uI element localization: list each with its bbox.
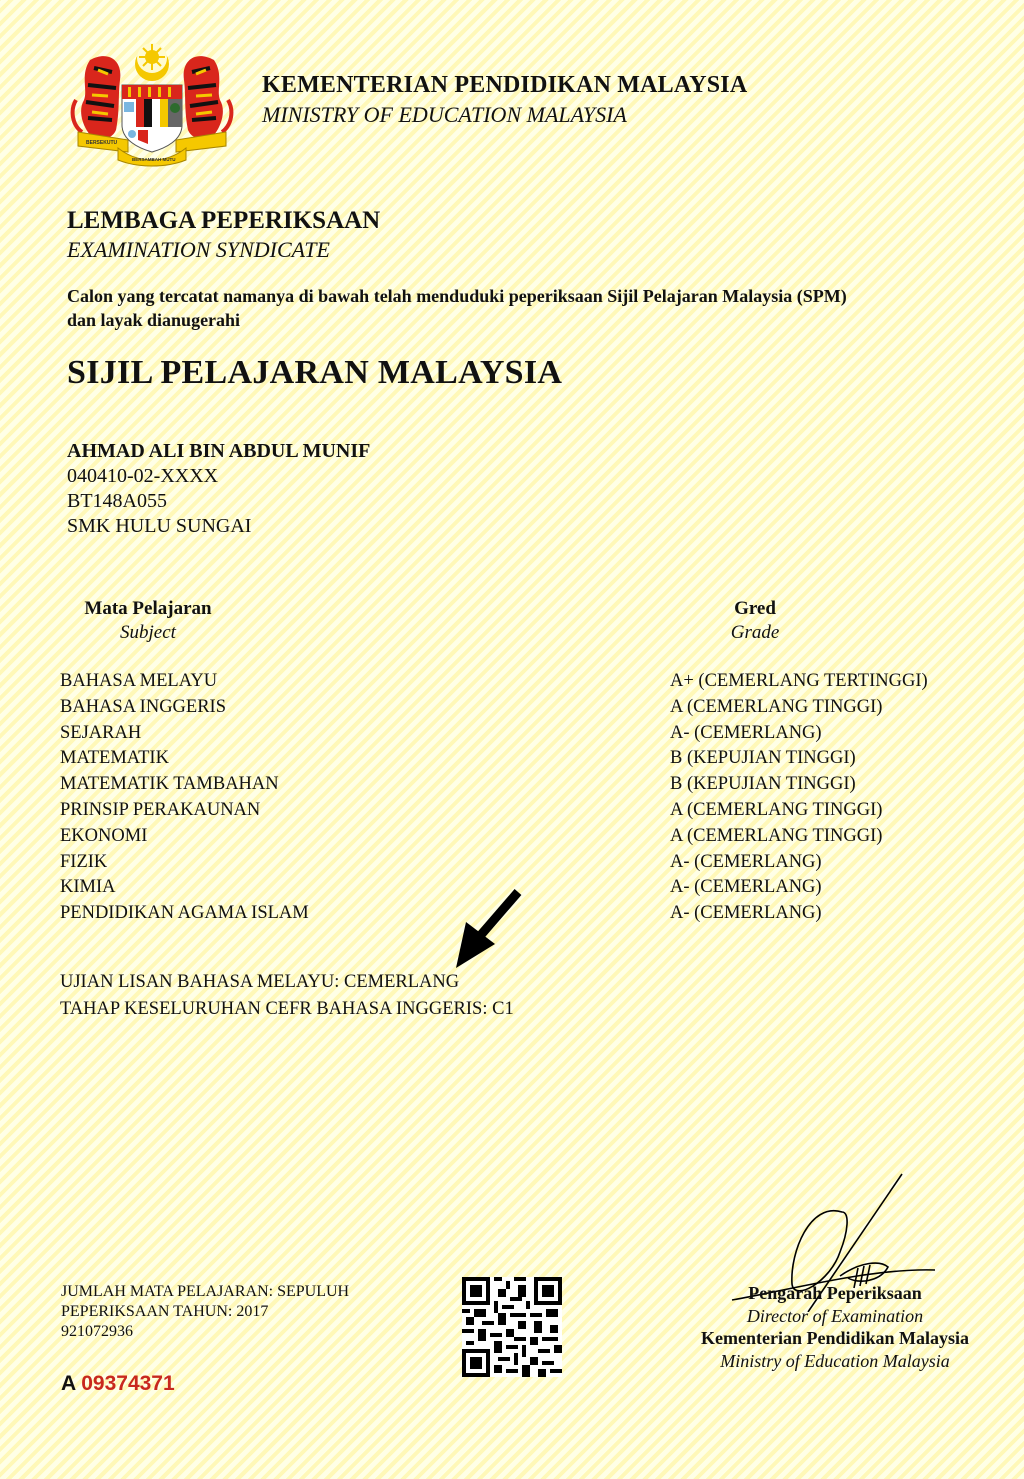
svg-text:BERSAMBAH MUTU: BERSAMBAH MUTU: [132, 157, 176, 162]
signatory-title: Pengarah Peperiksaan: [748, 1283, 922, 1303]
ministry-name: KEMENTERIAN PENDIDIKAN MALAYSIA: [262, 72, 748, 98]
subject-header-label: Mata Pelajaran: [84, 598, 212, 619]
oral-test-result: UJIAN LISAN BAHASA MELAYU: CEMERLANG: [60, 972, 460, 992]
malaysia-coat-of-arms-icon: [68, 40, 236, 168]
grade-cell: A- (CEMERLANG): [670, 722, 822, 743]
signatory-org: Kementerian Pendidikan Malaysia: [700, 1328, 969, 1348]
syndicate-title: LEMBAGA PEPERIKSAAN: [67, 207, 381, 234]
serial-prefix: A: [61, 1372, 76, 1395]
syndicate-title-en: EXAMINATION SYNDICATE: [67, 237, 330, 262]
subject-cell: PENDIDIKAN AGAMA ISLAM: [60, 903, 309, 924]
intro-line-1: Calon yang tercatat namanya di bawah telah menduduki peperiksaan Sijil Pelajaran Malaysia (SPM): [67, 286, 847, 306]
footer-info: [61, 1282, 349, 1342]
subject-column-header: [82, 597, 214, 645]
subject-cell: PRINSIP PERAKAUNAN: [60, 799, 261, 820]
subject-cell: EKONOMI: [60, 825, 148, 846]
grade-cell: A- (CEMERLANG): [670, 877, 822, 898]
intro-line-2: dan layak dianugerahi: [67, 310, 241, 330]
subject-cell: BAHASA INGGERIS: [60, 696, 227, 717]
grade-cell: A (CEMERLANG TINGGI): [670, 825, 883, 846]
signatory-org-en: Ministry of Education Malaysia: [720, 1350, 950, 1371]
subject-cell: SEJARAH: [60, 722, 142, 743]
grade-cell: A- (CEMERLANG): [670, 851, 822, 872]
grade-column-header: [700, 597, 810, 645]
total-subjects: JUMLAH MATA PELAJARAN: SEPULUH: [61, 1283, 350, 1300]
candidate-details: [67, 439, 370, 539]
subject-cell: FIZIK: [60, 851, 108, 872]
grade-cell: B (KEPUJIAN TINGGI): [670, 748, 856, 769]
intro-statement: [67, 284, 967, 332]
subject-cell: MATEMATIK TAMBAHAN: [60, 774, 279, 795]
serial-digits: 09374371: [81, 1372, 175, 1395]
serial-number: [61, 1372, 175, 1396]
additional-results: [60, 969, 514, 1023]
subject-list: [60, 669, 309, 927]
ministry-name-en: MINISTRY OF EDUCATION MALAYSIA: [262, 102, 627, 127]
subject-header-label-en: Subject: [120, 622, 176, 643]
grade-header-label: Gred: [734, 598, 776, 619]
grade-header-label-en: Grade: [730, 622, 780, 643]
grade-cell: A (CEMERLANG TINGGI): [670, 696, 883, 717]
candidate-index-number: BT148A055: [67, 490, 167, 512]
grade-cell: B (KEPUJIAN TINGGI): [670, 774, 856, 795]
qr-code-icon[interactable]: [462, 1277, 562, 1377]
cefr-level-result: TAHAP KESELURUHAN CEFR BAHASA INGGERIS: C1: [60, 999, 514, 1019]
subject-cell: KIMIA: [60, 877, 116, 898]
grade-cell: A- (CEMERLANG): [670, 903, 822, 924]
arrow-down-left-icon: [450, 886, 525, 971]
candidate-ic-number: 040410-02-XXXX: [67, 465, 219, 487]
signatory-title-en: Director of Examination: [746, 1305, 924, 1326]
exam-year: PEPERIKSAAN TAHUN: 2017: [61, 1303, 269, 1320]
svg-text:BERSEKUTU: BERSEKUTU: [86, 140, 118, 146]
grade-cell: A+ (CEMERLANG TERTINGGI): [670, 671, 928, 691]
subject-cell: MATEMATIK: [60, 748, 169, 769]
candidate-school: SMK HULU SUNGAI: [67, 515, 252, 537]
candidate-name: AHMAD ALI BIN ABDUL MUNIF: [67, 440, 371, 462]
signatory-block: [690, 1282, 980, 1372]
grade-cell: A (CEMERLANG TINGGI): [670, 799, 883, 820]
subject-cell: BAHASA MELAYU: [60, 671, 218, 691]
reference-number: 921072936: [61, 1323, 133, 1340]
certificate-title: SIJIL PELAJARAN MALAYSIA: [67, 354, 563, 391]
grade-list: [670, 669, 928, 927]
